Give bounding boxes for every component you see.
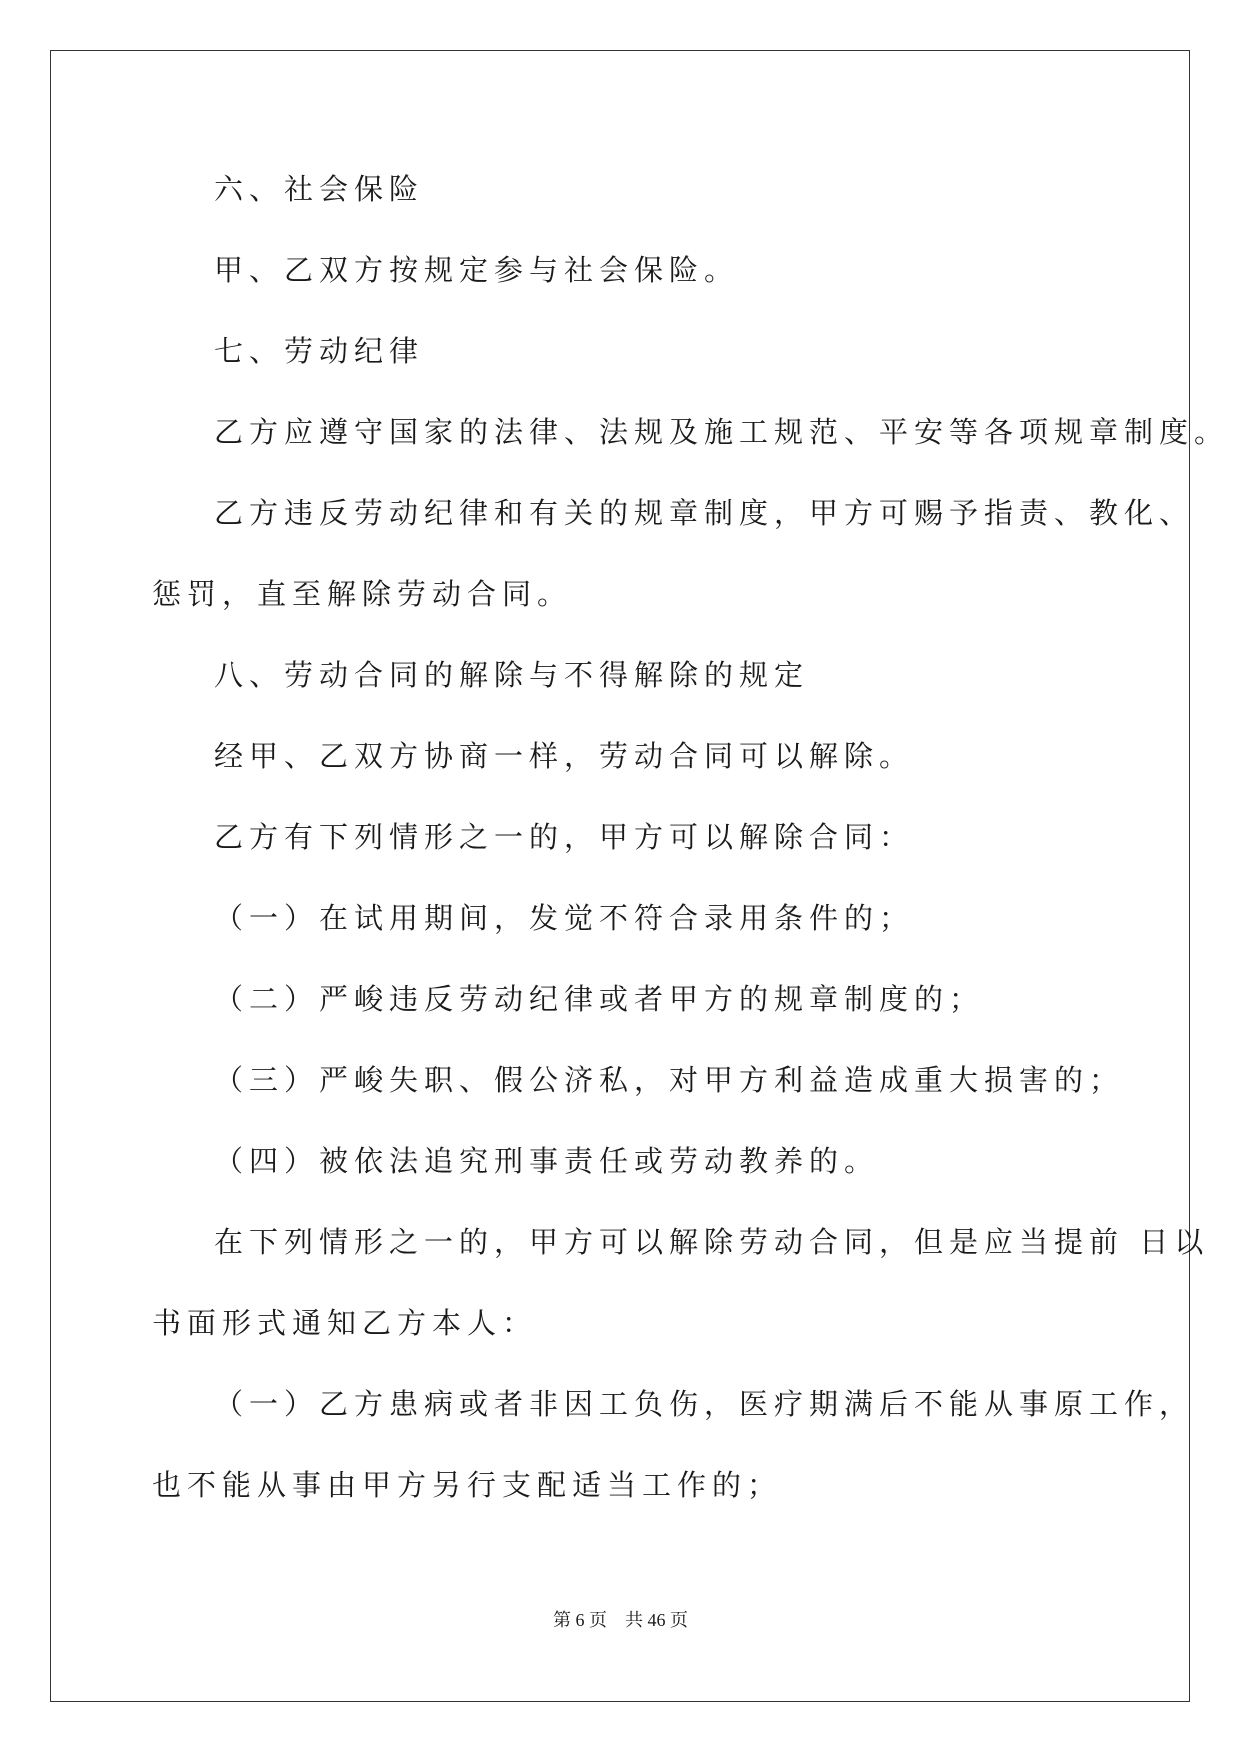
paragraph-line: 乙方有下列情形之一的，甲方可以解除合同： [214, 820, 915, 854]
page-number-footer: 第 6 页 共 46 页 [553, 1610, 688, 1630]
list-item: （四）被依法追究刑事责任或劳动教养的。 [214, 1144, 880, 1178]
section-heading-social-insurance: 六、社会保险 [214, 172, 425, 206]
list-item: （一）在试用期间，发觉不符合录用条件的； [214, 901, 915, 935]
page-border [50, 50, 1190, 1702]
list-item: （二）严峻违反劳动纪律或者甲方的规章制度的； [214, 982, 985, 1016]
section-heading-labor-discipline: 七、劳动纪律 [214, 334, 425, 368]
paragraph-line: 也不能从事由甲方另行支配适当工作的； [152, 1468, 783, 1502]
paragraph-line: 书面形式通知乙方本人： [152, 1306, 538, 1340]
paragraph-line: 乙方应遵守国家的法律、法规及施工规范、平安等各项规章制度。 [214, 415, 1230, 449]
paragraph-line: 甲、乙双方按规定参与社会保险。 [214, 253, 740, 287]
paragraph-line: 乙方违反劳动纪律和有关的规章制度，甲方可赐予指责、教化、 [214, 496, 1195, 530]
paragraph-line: 在下列情形之一的，甲方可以解除劳动合同，但是应当提前 日以 [214, 1225, 1210, 1259]
paragraph-line: 经甲、乙双方协商一样，劳动合同可以解除。 [214, 739, 915, 773]
paragraph-line: 惩罚，直至解除劳动合同。 [152, 577, 573, 611]
list-item: （三）严峻失职、假公济私，对甲方利益造成重大损害的； [214, 1063, 1125, 1097]
section-heading-contract-termination: 八、劳动合同的解除与不得解除的规定 [214, 658, 810, 692]
list-item: （一）乙方患病或者非因工负伤，医疗期满后不能从事原工作， [214, 1387, 1195, 1421]
